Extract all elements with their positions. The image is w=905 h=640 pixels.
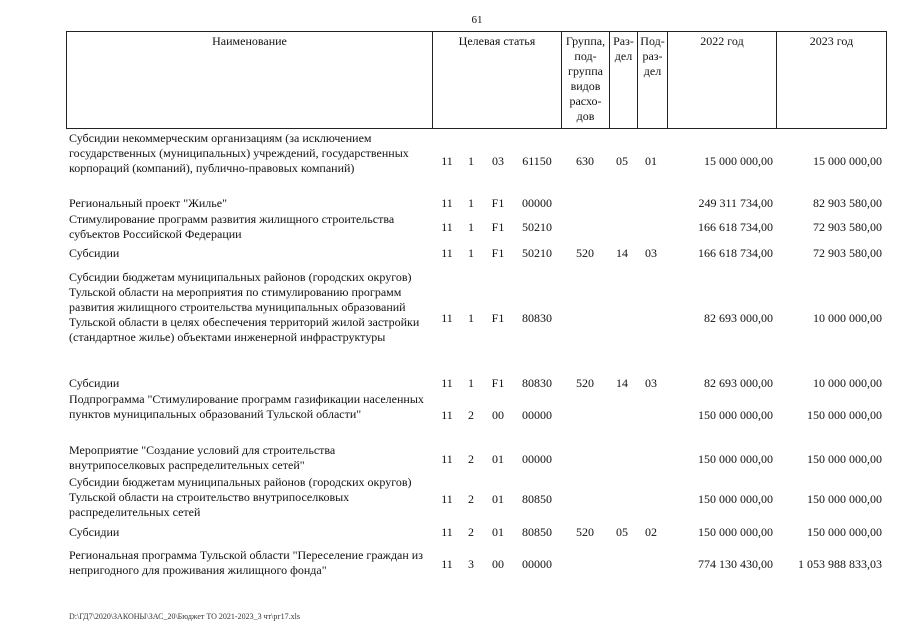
row-code-subprogram: 1 bbox=[468, 246, 474, 260]
row-name: Субсидии bbox=[69, 376, 120, 390]
row-code-event: F1 bbox=[491, 246, 505, 260]
row-code-event: F1 bbox=[491, 376, 505, 390]
row-amount-2023: 150 000 000,00 bbox=[807, 492, 882, 506]
row-section: 05 bbox=[616, 154, 628, 168]
row-code-direction: 61150 bbox=[522, 154, 552, 168]
row-code-event: 01 bbox=[492, 452, 504, 466]
row-code-event: 01 bbox=[492, 525, 504, 539]
row-amount-2022: 150 000 000,00 bbox=[698, 408, 773, 422]
row-code-program: 11 bbox=[441, 452, 453, 466]
row-code-program: 11 bbox=[441, 408, 453, 422]
row-code-direction: 50210 bbox=[522, 246, 552, 260]
row-code-direction: 00000 bbox=[522, 196, 552, 210]
row-name: Субсидии bbox=[69, 246, 120, 260]
header-name: Наименование bbox=[67, 32, 433, 129]
row-amount-2022: 82 693 000,00 bbox=[704, 311, 773, 325]
row-code-program: 11 bbox=[441, 311, 453, 325]
row-amount-2022: 15 000 000,00 bbox=[704, 154, 773, 168]
page-number: 61 bbox=[471, 14, 483, 26]
row-expense-group: 520 bbox=[576, 376, 594, 390]
row-amount-2022: 249 311 734,00 bbox=[698, 196, 773, 210]
row-code-program: 11 bbox=[441, 525, 453, 539]
row-name: Стимулирование программ развития жилищного строительства субъектов Российской Федерации bbox=[69, 212, 395, 241]
table-header bbox=[66, 31, 887, 129]
row-code-subprogram: 1 bbox=[468, 376, 474, 390]
row-amount-2023: 72 903 580,00 bbox=[813, 246, 882, 260]
row-code-subprogram: 3 bbox=[468, 557, 474, 571]
row-code-subprogram: 1 bbox=[468, 311, 474, 325]
row-amount-2023: 10 000 000,00 bbox=[813, 376, 882, 390]
row-amount-2023: 15 000 000,00 bbox=[813, 154, 882, 168]
header-section: Раз- дел bbox=[610, 32, 638, 129]
row-name: Мероприятие "Создание условий для строительства внутрипоселковых распределительных сетей" bbox=[69, 443, 336, 472]
row-amount-2023: 1 053 988 833,03 bbox=[798, 557, 882, 571]
row-code-direction: 00000 bbox=[522, 408, 552, 422]
row-expense-group: 520 bbox=[576, 246, 594, 260]
row-code-subprogram: 2 bbox=[468, 492, 474, 506]
row-amount-2022: 166 618 734,00 bbox=[698, 246, 773, 260]
row-code-subprogram: 1 bbox=[468, 220, 474, 234]
row-subsection: 02 bbox=[645, 525, 657, 539]
row-code-program: 11 bbox=[441, 154, 453, 168]
row-subsection: 03 bbox=[645, 376, 657, 390]
row-name: Субсидии бюджетам муниципальных районов (городских округов) Тульской области на строительство внутрипоселковых распределительных сетей bbox=[69, 475, 412, 519]
row-code-direction: 80830 bbox=[522, 311, 552, 325]
row-name: Региональный проект "Жилье" bbox=[69, 196, 227, 210]
row-code-program: 11 bbox=[441, 492, 453, 506]
header-target-article: Целевая статья bbox=[433, 32, 562, 129]
row-name: Региональная программа Тульской области "Переселение граждан из непригодного для проживания жилищного фонда" bbox=[69, 548, 423, 577]
row-code-event: 00 bbox=[492, 557, 504, 571]
row-code-program: 11 bbox=[441, 557, 453, 571]
row-section: 14 bbox=[616, 376, 628, 390]
row-code-program: 11 bbox=[441, 220, 453, 234]
row-code-program: 11 bbox=[441, 196, 453, 210]
row-expense-group: 520 bbox=[576, 525, 594, 539]
row-code-subprogram: 2 bbox=[468, 408, 474, 422]
row-amount-2023: 150 000 000,00 bbox=[807, 452, 882, 466]
row-name: Субсидии некоммерческим организациям (за исключением государственных (муниципальных) учреждений, государственных корпораций (компаний), публично-правовых компаний) bbox=[69, 131, 409, 175]
row-code-direction: 00000 bbox=[522, 557, 552, 571]
row-code-event: 01 bbox=[492, 492, 504, 506]
row-amount-2022: 166 618 734,00 bbox=[698, 220, 773, 234]
row-amount-2023: 10 000 000,00 bbox=[813, 311, 882, 325]
row-amount-2022: 82 693 000,00 bbox=[704, 376, 773, 390]
header-subsection: Под- раз- дел bbox=[638, 32, 668, 129]
row-code-event: 03 bbox=[492, 154, 504, 168]
row-name: Подпрограмма "Стимулирование программ газификации населенных пунктов муниципальных образований Тульской области" bbox=[69, 392, 424, 421]
row-code-direction: 80850 bbox=[522, 492, 552, 506]
row-code-subprogram: 1 bbox=[468, 196, 474, 210]
row-code-subprogram: 2 bbox=[468, 525, 474, 539]
row-amount-2022: 774 130 430,00 bbox=[698, 557, 773, 571]
header-year-2023: 2023 год bbox=[777, 32, 887, 129]
row-code-subprogram: 1 bbox=[468, 154, 474, 168]
row-expense-group: 630 bbox=[576, 154, 594, 168]
row-section: 14 bbox=[616, 246, 628, 260]
row-amount-2022: 150 000 000,00 bbox=[698, 452, 773, 466]
row-amount-2023: 82 903 580,00 bbox=[813, 196, 882, 210]
row-amount-2023: 150 000 000,00 bbox=[807, 408, 882, 422]
row-code-event: F1 bbox=[491, 196, 505, 210]
row-name: Субсидии bbox=[69, 525, 120, 539]
row-code-direction: 00000 bbox=[522, 452, 552, 466]
row-subsection: 01 bbox=[645, 154, 657, 168]
header-expense-group: Группа, под- группа видов расхо- дов bbox=[562, 32, 610, 129]
row-code-program: 11 bbox=[441, 246, 453, 260]
row-code-event: 00 bbox=[492, 408, 504, 422]
row-amount-2023: 72 903 580,00 bbox=[813, 220, 882, 234]
row-code-event: F1 bbox=[491, 311, 505, 325]
row-name: Субсидии бюджетам муниципальных районов (городских округов) Тульской области на мероприятия по стимулированию программ развития жилищного строительства муниципальных образований Тульской области в целях обеспечения территорий жилой застройки (стандартное жилье) объектами инженерной инфраструктуры bbox=[69, 270, 420, 344]
row-code-direction: 50210 bbox=[522, 220, 552, 234]
row-subsection: 03 bbox=[645, 246, 657, 260]
row-amount-2022: 150 000 000,00 bbox=[698, 492, 773, 506]
row-code-subprogram: 2 bbox=[468, 452, 474, 466]
row-code-event: F1 bbox=[491, 220, 505, 234]
row-amount-2023: 150 000 000,00 bbox=[807, 525, 882, 539]
row-code-direction: 80830 bbox=[522, 376, 552, 390]
row-code-direction: 80850 bbox=[522, 525, 552, 539]
row-code-program: 11 bbox=[441, 376, 453, 390]
header-year-2022: 2022 год bbox=[668, 32, 777, 129]
row-amount-2022: 150 000 000,00 bbox=[698, 525, 773, 539]
footer-file-path: D:\ГД7\2020\ЗАКОНЫ\ЗАС_20\Бюджет ТО 2021-2023_3 чт\рг17.xls bbox=[69, 612, 300, 621]
row-section: 05 bbox=[616, 525, 628, 539]
